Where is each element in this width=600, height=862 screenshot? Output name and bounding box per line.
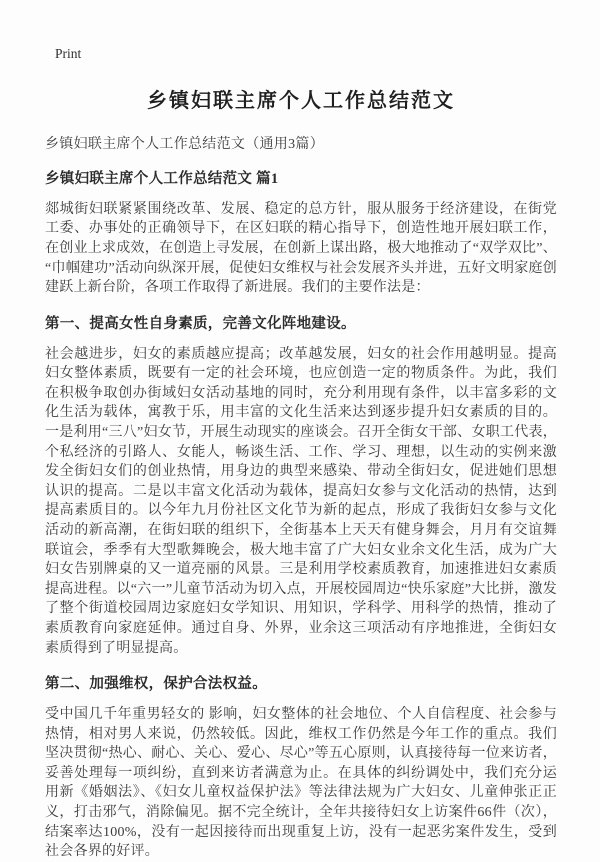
document-subtitle: 乡镇妇联主席个人工作总结范文（通用3篇） [45,137,324,152]
paragraph-second-section: 受中国几千年重男轻女的 影响，妇女整体的社会地位、个人自信程度、社会参与热情，相对男人来说，仍然较低。因此，维权工作仍然是今年工作的重点。我们坚决贯彻“热心、耐心、关心、爱心、尽心”等五心原则，认真接待每一位来访者，妥善处理每一项纠纷，直到来访者满意为止。在具体的纠纷调处中，我们充分运用新《婚姻法》、《妇女儿童权益保护法》等法律法规为广大妇女、儿童伸张正正义，打击邪气，消除偏见。据不完全统计，全年共接待妇女上访案件66件（次），结案率达100%，没有一起因接待而出现重复上访，没有一起恶劣案件发生，受到社会各界的好评。 [45,707,557,860]
section-heading-first: 第一、提高女性自身素质，完善文化阵地建设。 [45,315,356,332]
paragraph-intro: 郯城街妇联紧紧围绕改革、发展、稳定的总方针，服从服务于经济建设，在街党工委、办事处的正确领导下，在区妇联的精心指导下，创造性地开展妇联工作，在创业上求成效，在创造上寻发展，在创新上谋出路，极大地推动了“双学双比”、“巾帼建功”活动向纵深开展，促使妇女维权与社会发展齐头并进，五好文明家庭创建跃上新台阶，各项工作取得了新进展。我们的主要作法是： [45,201,557,296]
section-heading-part1: 乡镇妇联主席个人工作总结范文 篇1 [45,171,279,187]
section-heading-second: 第二、加强维权，保护合法权益。 [45,676,267,693]
document-title: 乡镇妇联主席个人工作总结范文 [147,90,455,112]
paragraph-first-section: 社会越进步，妇女的素质越应提高；改革越发展，妇女的社会作用越明显。提高妇女整体素质，既要有一定的社会环境，也应创造一定的物质条件。为此，我们在积极争取创办街域妇女活动基地的同时，充分利用现有条件，以丰富多彩的文化生活为载体，寓教于乐，用丰富的文化生活来达到逐步提升妇女素质的目的。一是利用“三八”妇女节，开展生动现实的座谈会。召开全街女干部、女职工代表，个私经济的引路人、女能人，畅谈生活、工作、学习、理想，以生动的实例来激发全街妇女们的创业热情，用身边的典型来感染、带动全街妇女，促进她们思想认识的提高。二是以丰富文化活动为载体，提高妇女参与文化活动的热情，达到提高素质目的。以今年九月份社区文化节为新的起点，形成了我街妇女参与文化活动的新高潮，在街妇联的组织下，全街基本上天天有健身舞会，月月有交谊舞联谊会，季季有大型歌舞晚会，极大地丰富了广大妇女业余文化生活，成为广大妇女告别牌桌的又一道亮丽的风景。三是利用学校素质教育，加速推进妇女素质提高进程。以“六一”儿童节活动为切入点，开展校园周边“快乐家庭”大比拼，激发了整个街道校园周边家庭妇女学知识、用知识，学科学、用科学的热情，推动了素质教育向家庭延伸。通过自身、外界，业余这三项活动有序地推进，全街妇女素质得到了明显提高。 [45,346,557,656]
print-button[interactable]: Print [55,46,82,61]
